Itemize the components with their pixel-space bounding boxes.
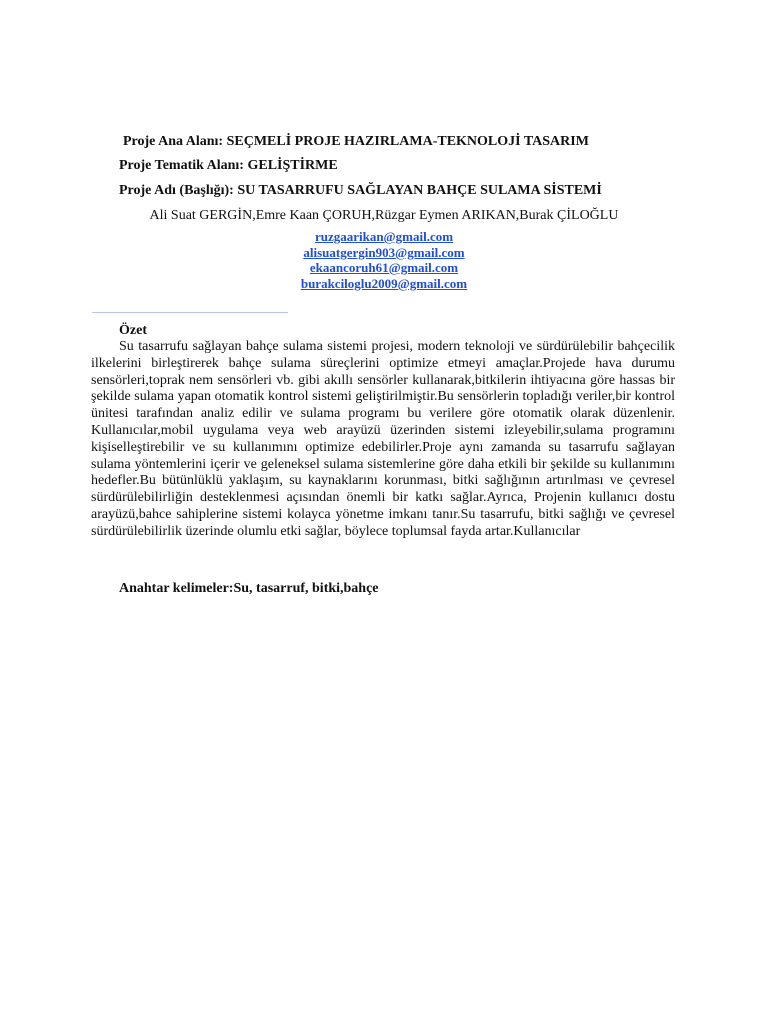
email-link-4[interactable]: burakciloglu2009@gmail.com [300,276,468,291]
section-divider [92,312,288,313]
keywords-line [119,580,379,597]
email-link-1[interactable]: ruzgaarikan@gmail.com [314,229,454,244]
abstract-heading: Özet [119,323,147,338]
project-main-area [123,133,589,150]
keywords-value: Su, tasarruf, bitki,bahçe [233,581,379,596]
project-name [119,182,602,199]
project-name-label: Proje Adı (Başlığı): [119,183,238,198]
project-main-area-value: SEÇMELİ PROJE HAZIRLAMA-TEKNOLOJİ TASARIM [226,134,589,149]
authors-line: Ali Suat GERGİN,Emre Kaan ÇORUH,Rüzgar Eymen ARIKAN,Burak ÇİLOĞLU [149,208,619,223]
project-thematic-area-value: GELİŞTİRME [247,158,338,173]
project-name-value: SU TASARRUFU SAĞLAYAN BAHÇE SULAMA SİSTEMİ [237,183,602,198]
abstract-text: Su tasarrufu sağlayan bahçe sulama sistemi projesi, modern teknoloji ve sürdürülebilir bahçecilik ilkelerini birleştirerek bahçe sulama süreçlerini optimize etmeyi amaçlar.Projede hava durumu sensörleri,toprak nem sensörleri vb. gibi akıllı sensörler kullanarak,bitkilerin ihtiyacına göre hassas bir şekilde sulama yapan otomatik kontrol sistemi geliştirilmiştir.Bu sensörlerin topladığı veriler,bir kontrol ünitesi tarafından analiz edilir ve sulama programı bu verilere göre otomatik olarak düzenlenir. Kullanıcılar,mobil uygulama veya web arayüzü üzerinden sistemi izleyebilir,sulama programını kişiselleştirebilir ve su kullanımını optimize edebilirler.Proje aynı zamanda su tasarrufu sağlayan sulama yöntemlerini içerir ve geleneksel sulama sistemlerine göre daha etkili bir şekilde su kullanımını hedefler.Bu bütünlüklü yaklaşım, su kaynaklarını korunması, bitki sağlığının artırılması ve çevresel sürdürülebilirliğin desteklenmesi açısından önemli bir katkı sağlar.Ayrıca, Projenin kullanıcı dostu arayüzü,bahce sahiplerine sistemi kolayca yönetme imkanı tanır.Su tasarrufu, bitki sağlığı ve çevresel sürdürülebilirlik üzerinde olumlu etki sağlar, böylece toplumsal fayda artar.Kullanıcılar [91,339,675,539]
project-thematic-area [119,157,338,174]
abstract-body [91,339,675,541]
keywords-label: Anahtar kelimeler: [119,581,234,596]
project-thematic-area-label: Proje Tematik Alanı: [119,158,248,173]
project-main-area-label: Proje Ana Alanı: [123,134,227,149]
email-link-2[interactable]: alisuatgergin903@gmail.com [303,245,465,260]
email-link-3[interactable]: ekaancoruh61@gmail.com [309,260,459,275]
